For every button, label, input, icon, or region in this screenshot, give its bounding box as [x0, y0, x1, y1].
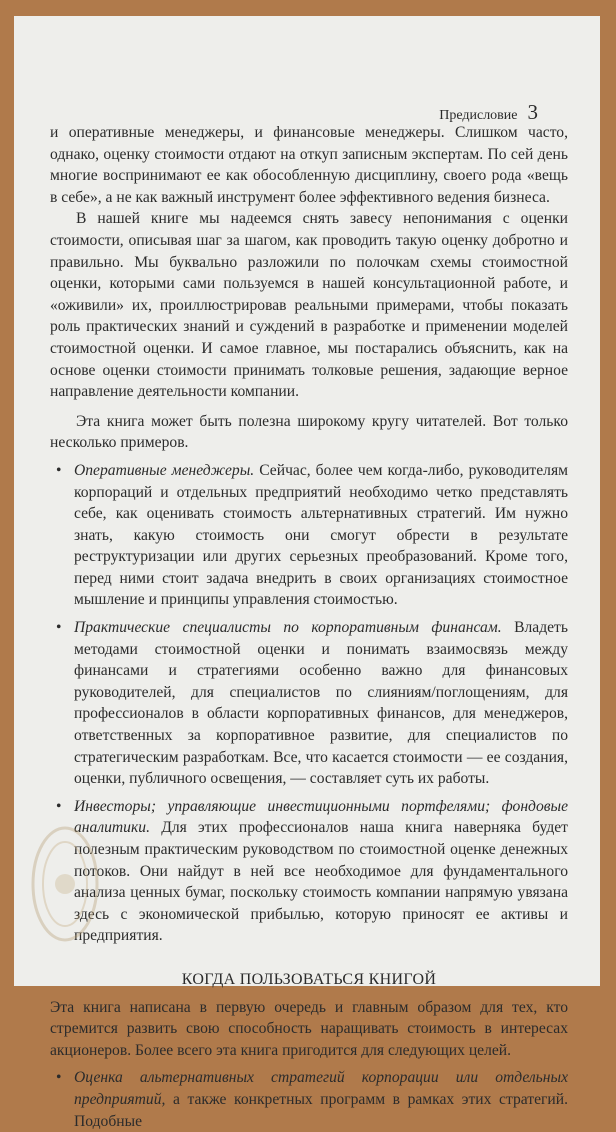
- list-item: [50, 1067, 568, 1132]
- library-stamp-icon: [30, 824, 100, 944]
- section-heading: КОГДА ПОЛЬЗОВАТЬСЯ КНИГОЙ: [181, 970, 437, 988]
- header-title: Предисловие: [439, 108, 518, 123]
- list-item-lead: Оперативные менеджеры.: [74, 461, 255, 479]
- list-item-lead: Практические специалисты по корпоративным финансам.: [74, 619, 502, 637]
- readers-list: [50, 460, 568, 947]
- bullet-icon: •: [56, 619, 62, 637]
- paragraph-intro: В нашей книге мы надеемся снять завесу непонимания с оценки стоимости, описывая шаг за шагом, как проводить такую оценку добротно и правильно. Мы буквально разложили по полочкам схемы стоимостной оценки, которыми сами пользуемся в нашей консультационной работе, и «оживили» их, проиллюстрировав реальными примерами, чтобы показать роль практических знаний и суждений в разработке и применении моделей стоимостной оценки. И самое главное, мы постарались объяснить, как на основе оценки стоимости принимать толковые решения, задающие верное направление деятельности компании.: [50, 210, 568, 401]
- list-item-lead: Инвесторы; управляющие инвестиционными портфелями; фондовые аналитики.: [74, 797, 568, 837]
- list-item-text: Владеть методами стоимостной оценки и понимать взаимосвязь между финансами и стратегиями особенно важно для финансовых руководителей, для специалистов по слияниям/поглощениям, для профессионалов в области корпоративных финансов, для менеджеров, ответственных за корпоративное развитие, для специалистов по стратегическим разработкам. Все, что касается стоимости — ее создания, оценки, публичного освещения, — составляет суть их работы.: [74, 619, 568, 788]
- list-item-text: Сейчас, более чем когда-либо, руководителям корпораций и отдельных предприятий необходимо четко представлять себе, как оценивать стоимость альтернативных стратегий. Им нужно знать, какую стоимость они смогут обрести в результате реструктуризации или других серьезных преобразований. Кроме того, перед ними стоит задача внедрить в своих организациях стоимостное мышление и принципы управления стоимостью.: [74, 461, 568, 609]
- book-page: [14, 16, 600, 1130]
- list-item: [50, 796, 568, 947]
- bullet-icon: •: [56, 461, 62, 479]
- list-item-text: а также конкретных программ в рамках этих стратегий. Подобные: [74, 1090, 568, 1130]
- uses-list: [50, 1067, 568, 1132]
- bullet-icon: •: [56, 797, 62, 815]
- list-item: [50, 460, 568, 611]
- paragraph-readers: Эта книга может быть полезна широкому кругу читателей. Вот только несколько примеров.: [50, 412, 568, 452]
- body-text: [50, 122, 568, 1132]
- paragraph-continuation: и оперативные менеджеры, и финансовые менеджеры. Слишком часто, однако, оценку стоимости отдают на откуп записным экспертам. По сей день многие воспринимают ее как обособленную дисциплину, своего рода «вещь в себе», а не как важный инструмент более эффективного ведения бизнеса.: [50, 124, 568, 206]
- section-paragraph: Эта книга написана в первую очередь и главным образом для тех, кто стремится развить свою способность наращивать стоимость в интересах акционеров. Более всего эта книга пригодится для следующих целей.: [50, 998, 568, 1059]
- list-item: [50, 617, 568, 790]
- list-item-text: Для этих профессионалов наша книга наверняка будет полезным практическим руководством по стоимостной оценке денежных потоков. Они найдут в ней все необходимое для фундаментального анализа ценных бумаг, поскольку стоимость компании напрямую увязана здесь с экономической прибылью, которую приносят ее активы и предприятия.: [74, 819, 568, 945]
- bullet-icon: •: [56, 1069, 62, 1087]
- list-item-lead: Оценка альтернативных стратегий корпорации или отдельных предприятий,: [74, 1069, 568, 1108]
- page-number: 3: [527, 100, 538, 124]
